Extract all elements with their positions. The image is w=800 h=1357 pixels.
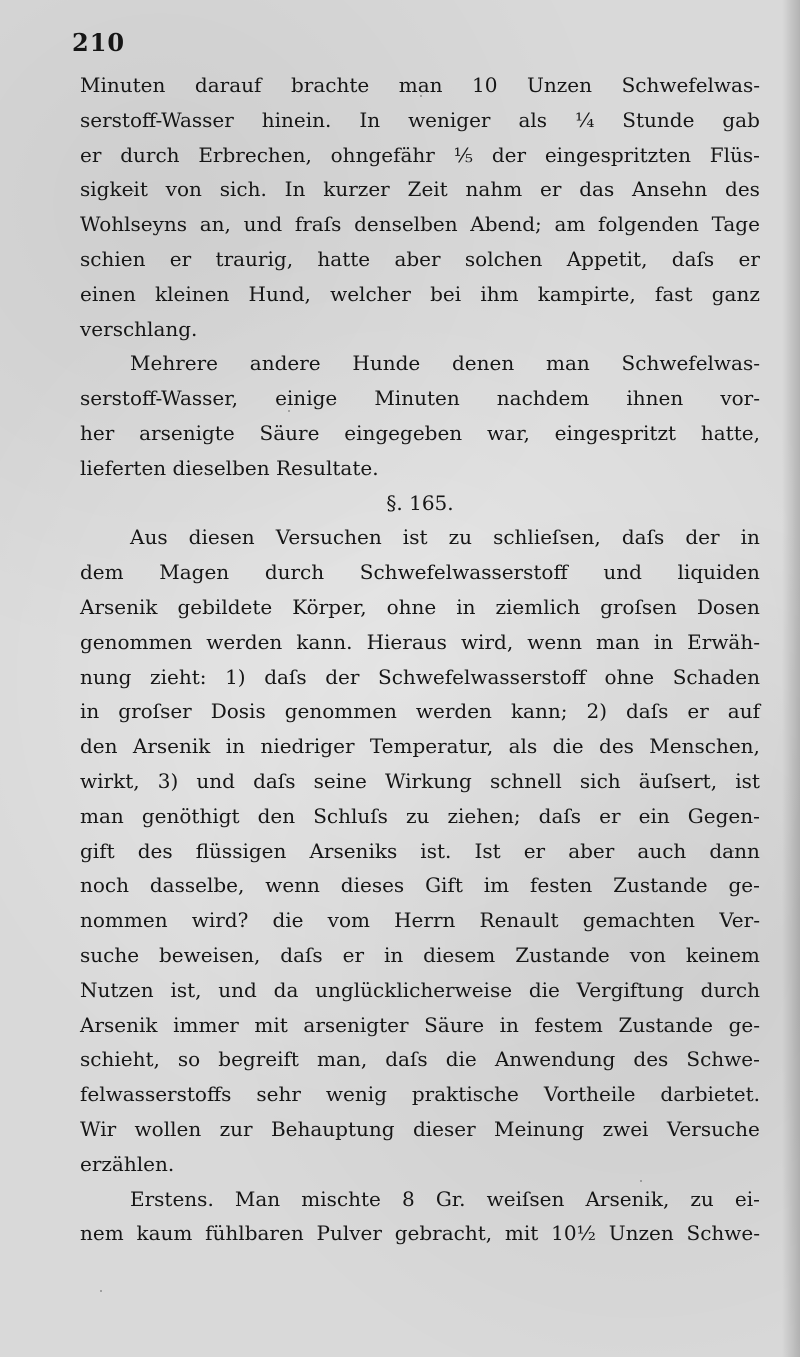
word: die [445,1047,477,1072]
text-line [80,277,760,312]
paper-speck [288,410,290,412]
word: in [653,629,674,654]
word: Erstens. [130,1186,214,1211]
word: kann. [296,629,353,654]
word: schnell [489,768,562,793]
word: diesem [423,942,496,967]
word: Tage [711,212,760,237]
word: Flüs- [709,142,760,167]
word: groſsen [600,594,677,619]
word: der [491,142,527,167]
text-line [80,834,760,869]
word: Unzen [608,1221,674,1246]
word: Schwe- [686,1221,760,1246]
word: Ist [474,838,501,863]
word: fraſs [294,212,342,237]
word: darbietet. [660,1082,760,1107]
word: ein [638,803,670,828]
word: Gr. [435,1186,466,1211]
word: dieses [340,873,405,898]
word: im [483,873,510,898]
word: gift [80,838,115,863]
word: genommen [80,629,193,654]
text-line [80,416,760,451]
word: und [218,977,257,1002]
paper-speck [132,190,134,192]
word: Hunde [352,351,421,376]
word: Temperatur, [369,734,494,759]
word: Erbrechen, [198,142,312,167]
word: wollen [134,1116,202,1141]
word: kann; [510,699,568,724]
word: eingespritzt [554,420,677,445]
word: ihnen [626,386,684,411]
word: hatte, [700,420,760,445]
word: sich [579,768,621,793]
word: sehr [256,1082,301,1107]
text-line [80,764,760,799]
word: durch [264,560,325,585]
text-line [80,381,760,416]
word: nahm [465,177,523,202]
word: nommen [80,908,168,933]
word: daſs [280,942,323,967]
paper-speck [640,1180,642,1182]
word: andere [249,351,321,376]
word: fast [654,281,693,306]
word: In [284,177,306,202]
text-line [80,172,760,207]
word: das [579,177,615,202]
section-heading: §. 165. [386,490,454,515]
word: Unzen [527,73,593,97]
word: Ver- [719,908,760,933]
word: arsenigter [303,1012,409,1037]
word: in [499,1012,519,1037]
word: Appetit, [566,246,648,271]
word: zu [690,1186,714,1211]
word: vom [327,908,370,933]
word: er [599,803,621,828]
word: eingegeben [344,420,463,445]
word: werden [415,699,492,724]
text-line [80,590,760,625]
word: zieht: [150,664,207,689]
word: an, [199,212,231,237]
word: hatte [317,246,371,271]
word: Meinung [494,1116,585,1141]
word: des [633,1047,669,1072]
word: der [685,525,720,550]
word: ganz [711,281,760,306]
word: ohngefähr [330,142,435,167]
word: schieht, [80,1047,160,1072]
word: von [629,942,666,967]
word: Arsenik [80,594,158,619]
page-number: 210 [72,28,126,57]
word: Hieraus [366,629,447,654]
text-line [80,68,760,103]
word: ¼ [574,107,595,132]
word: Wohlseyns [80,212,188,237]
word: ihm [480,281,519,306]
text-line [80,729,760,764]
word: Nutzen [80,977,154,1002]
paper-speck [420,95,422,97]
word: da [273,977,299,1002]
word: aber [568,838,615,863]
word: brachte [290,73,370,97]
word: vor- [720,386,760,411]
word: dieser [412,1116,476,1141]
word: Wir [80,1116,117,1141]
word: ohne [386,594,437,619]
text-line [80,1077,760,1112]
word: des [599,734,634,759]
word: durch [700,977,760,1002]
word: gebildete [177,594,273,619]
word: begreift [218,1047,299,1072]
word: zu [406,803,430,828]
word: durch [120,142,180,167]
word: ge- [728,873,760,898]
word: von [165,177,202,202]
word: suche [80,942,140,967]
word: ⅕ [453,142,474,167]
word: Gift [425,873,463,898]
word: kleinen [155,281,230,306]
word: in [740,525,760,550]
word: solchen [464,246,543,271]
text-line [80,938,760,973]
word: Renault [479,908,559,933]
word: kurzer [323,177,390,202]
word: ist, [170,977,202,1002]
word: traurig, [215,246,294,271]
word: flüssigen [195,838,287,863]
text-line [80,868,760,903]
word: den [257,803,296,828]
word: Vergiftung [576,977,684,1002]
word: äuſsert, [638,768,718,793]
word: Wirkung [384,768,472,793]
word: man [398,73,443,97]
word: einige [275,386,338,411]
word: Hund, [248,281,311,306]
word: her [80,420,115,445]
word: keinem [685,942,760,967]
word: niedriger [260,734,355,759]
word: felwasserstoffs [80,1082,232,1107]
word: einen [80,281,136,306]
word: fühlbaren [205,1221,304,1246]
body-text [80,68,760,1251]
word: kampirte, [537,281,636,306]
word: als [518,107,548,132]
word: Schwefelwasserstoff [378,664,586,689]
word: aber [394,246,441,271]
word: werden [206,629,283,654]
word: Ansehn [632,177,708,202]
word: den [80,734,118,759]
word: Arsenik [80,1012,158,1037]
word: Arsenik [132,734,211,759]
word: Säure [424,1012,485,1037]
text-line [80,520,760,555]
text-line [80,799,760,834]
word: Schaden [672,664,760,689]
text-line [80,242,760,277]
word: Zustande [613,873,708,898]
word: ohne [604,664,655,689]
page-edge-shadow [782,0,800,1357]
paper-speck [100,1290,102,1292]
word: ist. [420,838,452,863]
word: Minuten [80,73,166,97]
word: 10½ [551,1221,596,1246]
word: wenn [265,873,320,898]
word: Herrn [394,908,456,933]
word: seine [313,768,367,793]
word: in [80,699,100,724]
word: nung [80,664,132,689]
word: Arsenik, [585,1186,670,1211]
word: folgenden [598,212,699,237]
word: 2) [586,699,607,724]
paper-speck [520,610,522,612]
word: wirkt, [80,768,140,793]
word: zu [448,525,472,550]
text-line [80,973,760,1008]
word: Gegen- [687,803,760,828]
word: auf [727,699,760,724]
text-line [80,625,760,660]
word: und [243,212,283,237]
word: weniger [408,107,491,132]
word: genöthigt [141,803,240,828]
word: Schluſs [313,803,388,828]
word: festem [534,1012,603,1037]
word: Körper, [292,594,367,619]
word: beweisen, [159,942,261,967]
word: serstoff-Wasser, [80,386,238,411]
word: gemachten [582,908,696,933]
word: ei- [734,1186,760,1211]
word: war, [487,420,530,445]
word: Abend; [470,212,542,237]
word: er [80,142,102,167]
text-line [80,346,760,381]
word: ziehen; [447,803,521,828]
word: daſs [538,803,582,828]
word: welcher [330,281,411,306]
word: gebracht, [394,1221,493,1246]
word: Schwefelwasserstoff [359,560,568,585]
text-line [80,103,760,138]
word: groſser [118,699,192,724]
word: festen [529,873,593,898]
word: 1) [225,664,246,689]
word: Dosis [210,699,266,724]
word: praktische [411,1082,519,1107]
word: man [80,803,124,828]
word: in [225,734,246,759]
word: immer [173,1012,239,1037]
word: serstoff-Wasser [80,107,234,132]
word: zur [219,1116,253,1141]
word: bei [430,281,462,306]
word: mischte [301,1186,381,1211]
word: 8 [401,1186,415,1211]
word: weiſsen [486,1186,565,1211]
word: man [546,351,590,376]
word: Anwendung [494,1047,616,1072]
word: Pulver [316,1221,382,1246]
word: Zustande [515,942,610,967]
text-line: verschlang. [80,316,198,341]
text-line: lieferten dieselben Resultate. [80,455,379,480]
word: er [738,246,760,271]
word: Säure [259,420,320,445]
word: auch [637,838,687,863]
word: und [603,560,642,585]
word: Zustande [618,1012,713,1037]
word: diesen [188,525,255,550]
word: daſs [253,768,296,793]
word: mit [254,1012,288,1037]
text-line [80,694,760,729]
word: wird? [191,908,249,933]
word: ziemlich [495,594,581,619]
word: wenn [527,629,582,654]
word: in [383,942,404,967]
text-line [80,660,760,695]
word: daſs [264,664,307,689]
word: die [272,908,304,933]
word: Versuchen [275,525,382,550]
word: Schwefelwas- [621,351,760,376]
word: daſs [671,246,715,271]
text-line [80,1182,760,1217]
word: und [196,768,235,793]
word: sigkeit [80,177,148,202]
word: des [137,838,173,863]
word: Aus [130,525,168,550]
word: wird, [460,629,514,654]
word: Man [234,1186,281,1211]
word: noch [80,873,130,898]
text-line [80,903,760,938]
word: Vortheile [543,1082,636,1107]
word: er [342,942,365,967]
word: daſs [621,525,665,550]
word: 3) [157,768,179,793]
word: kaum [136,1221,193,1246]
word: so [177,1047,201,1072]
text-line [80,555,760,590]
word: die [528,977,560,1002]
word: er [523,838,546,863]
word: Versuche [666,1116,760,1141]
word: nachdem [496,386,590,411]
text-line [80,207,760,242]
word: Mehrere [130,351,218,376]
word: gab [722,107,760,132]
text-line [80,1112,760,1147]
word: 10 [472,73,498,97]
word: Magen [159,560,230,585]
word: Erwäh- [687,629,760,654]
word: er [169,246,192,271]
word: Stunde [622,107,695,132]
word: dann [709,838,760,863]
word: schien [80,246,146,271]
word: Behauptung [270,1116,395,1141]
text-line [80,1216,760,1251]
word: Schwe- [686,1047,760,1072]
word: Dosen [696,594,760,619]
word: schlieſsen, [493,525,601,550]
word: man, [317,1047,368,1072]
word: ge- [728,1012,760,1037]
word: In [359,107,381,132]
word: unglücklicherweise [315,977,513,1002]
word: des [725,177,760,202]
word: denen [451,351,515,376]
word: ist [735,768,760,793]
word: als [508,734,538,759]
word: er [540,177,562,202]
word: nem [80,1221,124,1246]
word: am [554,212,586,237]
word: Zeit [407,177,448,202]
word: darauf [194,73,262,97]
word: liquiden [677,560,760,585]
word: die [552,734,584,759]
word: daſs [385,1047,428,1072]
word: er [687,699,709,724]
text-line [80,138,760,173]
text-line: erzählen. [80,1151,175,1176]
paper-speck [732,850,734,852]
word: daſs [625,699,669,724]
word: in [456,594,476,619]
word: wenig [325,1082,387,1107]
word: denselben [354,212,458,237]
text-line [80,1042,760,1077]
text-line [80,1008,760,1043]
word: dem [80,560,124,585]
word: Arseniks [309,838,398,863]
word: man [596,629,640,654]
word: sich. [219,177,267,202]
word: Minuten [374,386,460,411]
word: arsenigte [139,420,235,445]
word: der [325,664,360,689]
word: dasselbe, [149,873,245,898]
word: hinein. [261,107,332,132]
word: eingespritzten [544,142,691,167]
word: genommen [284,699,397,724]
word: ist [402,525,428,550]
word: Schwefelwas- [621,73,760,97]
word: mit [504,1221,539,1246]
word: zwei [602,1116,649,1141]
word: Menschen, [649,734,760,759]
